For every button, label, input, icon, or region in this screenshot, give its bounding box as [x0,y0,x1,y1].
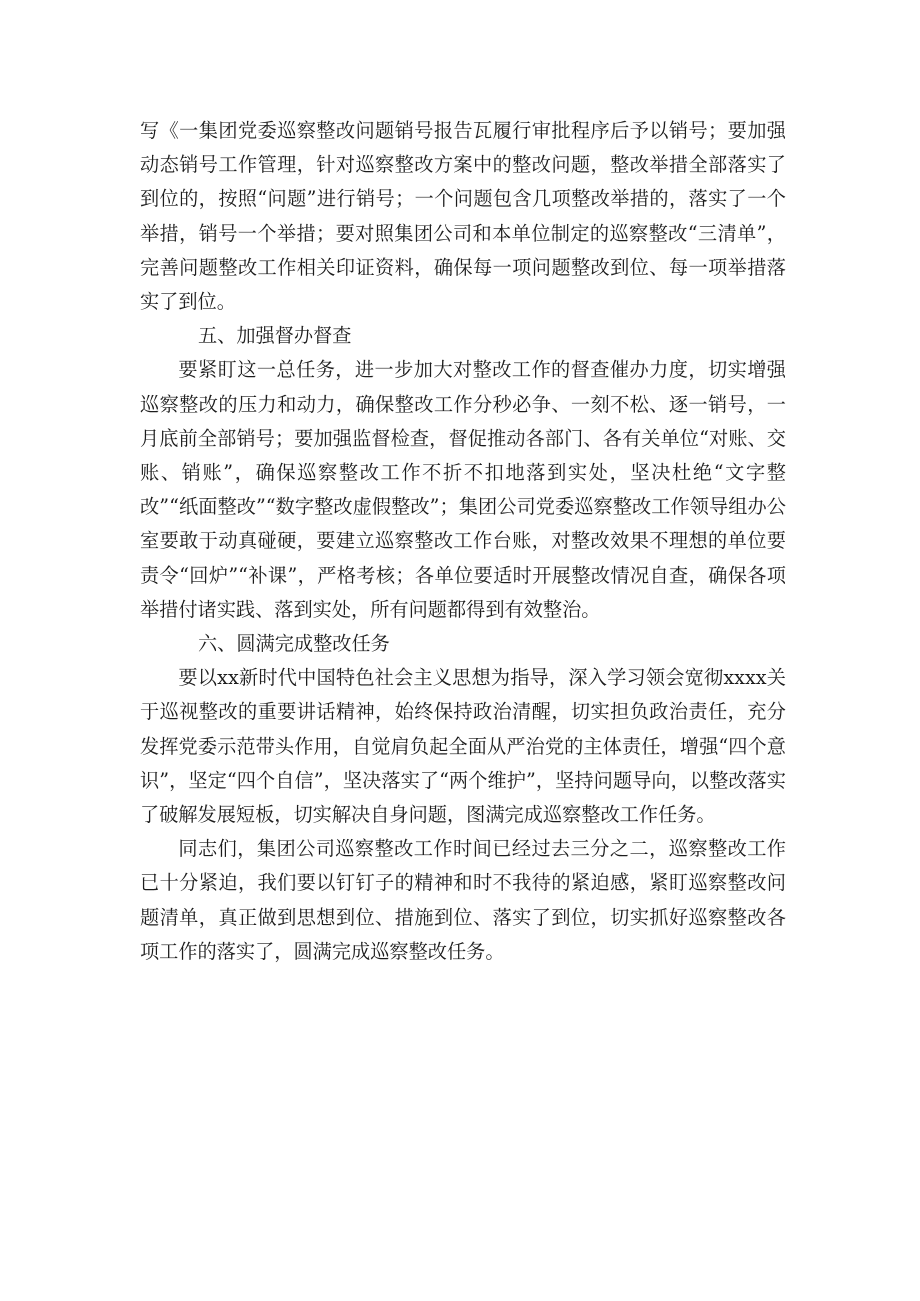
section-heading-5: 五、加强督办督查 [198,324,352,348]
paragraph-supervision: 要紧盯这一总任务，进一步加大对整改工作的督查催办力度，切实增强巡察整改的压力和动力，确保整改工作分秒必争、一刻不松、逐一销号，一月底前全部销号；要加强监督检查，督促推动各部门、各有关单位“对账、交账、销账”，确保巡察整改工作不折不扣地落到实处，坚决杜绝“文字整改”“纸面整改”“数字整改虚假整改”；集团公司党委巡察整改工作领导组办公室要敢于动真碰硬，要建立巡察整改工作台账，对整改效果不理想的单位要责令“回炉”“补课”，严格考核；各单位要适时开展整改情况自查，确保各项举措付诸实践、落到实处，所有问题都得到有效整治。 [140,358,786,621]
paragraph-closing: 同志们，集团公司巡察整改工作时间已经过去三分之二，巡察整改工作已十分紧迫，我们要以钉钉子的精神和时不我待的紧迫感，紧盯巡察整改问题清单，真正做到思想到位、措施到位、落实了到位，切实抓好巡察整改各项工作的落实了，圆满完成巡察整改任务。 [140,837,786,963]
document-body [140,114,786,969]
paragraph-continuation: 写《一集团党委巡察整改问题销号报告瓦履行审批程序后予以销号；要加强动态销号工作管理，针对巡察整改方案中的整改问题，整改举措全部落实了到位的，按照“问题”进行销号；一个问题包含几项整改举措的，落实了一个举措，销号一个举措；要对照集团公司和本单位制定的巡察整改“三清单”，完善问题整改工作相关印证资料，确保每一项问题整改到位、每一项举措落实了到位。 [140,119,786,314]
paragraph-complete-tasks: 要以xx新时代中国特色社会主义思想为指导，深入学习领会宽彻xxxx关于巡视整改的重要讲话精神，始终保持政治清醒，切实担负政治责任，充分发挥党委示范带头作用，自觉肩负起全面从严治党的主体责任，增强“四个意识”，坚定“四个自信”，坚决落实了“两个维护”，坚持问题导向，以整改落实了破解发展短板，切实解决自身问题，图满完成巡察整改工作任务。 [140,666,786,827]
section-heading-6: 六、圆满完成整改任务 [198,632,390,656]
